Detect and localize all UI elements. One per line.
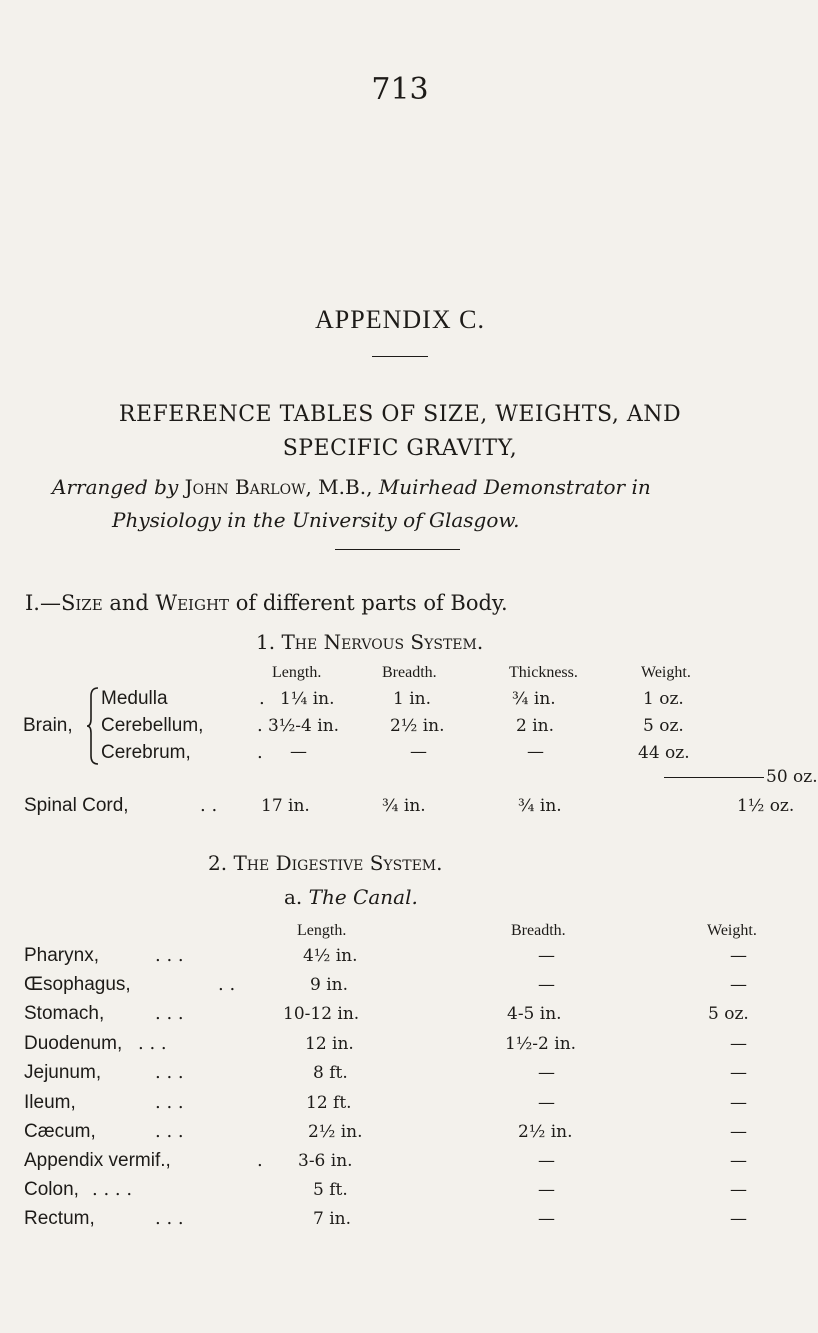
row-dots: . . . .	[92, 1179, 133, 1200]
row-dots: .	[257, 1150, 263, 1171]
row-name: Pharynx,	[24, 945, 99, 966]
row-length: 3½-4 in.	[268, 716, 340, 736]
row-weight: —	[730, 1034, 747, 1054]
row-name: Cerebrum,	[101, 742, 191, 763]
row-dots: .	[259, 688, 265, 709]
row-name: Œsophagus,	[24, 974, 131, 995]
nervous-heading-text: The Nervous System.	[281, 630, 484, 654]
row-name: Cæcum,	[24, 1121, 96, 1142]
row-breadth: —	[538, 1093, 555, 1113]
row-length: 3-6 in.	[298, 1151, 353, 1171]
arranged-by: Arranged by	[52, 475, 179, 499]
row-weight: —	[730, 1093, 747, 1113]
digestive-heading-number: 2.	[208, 851, 228, 875]
row-weight: 1 oz.	[643, 689, 684, 709]
row-weight: —	[730, 1063, 747, 1083]
row-name: Rectum,	[24, 1208, 95, 1229]
digestive-col-breadth: Breadth.	[511, 922, 566, 939]
row-thickness: —	[527, 742, 544, 762]
row-dots: . . .	[155, 1092, 184, 1113]
digestive-heading-text: The Digestive System.	[233, 851, 443, 875]
row-length: 10-12 in.	[283, 1004, 360, 1024]
row-name: Ileum,	[24, 1092, 76, 1113]
appendix-title: APPENDIX C.	[315, 305, 485, 334]
nervous-col-weight: Weight.	[641, 664, 691, 681]
canal-letter: a.	[284, 885, 303, 909]
title-divider	[372, 356, 428, 357]
canal-text: The Canal.	[308, 885, 418, 909]
row-dots: .	[257, 742, 263, 763]
row-dots: . . .	[155, 1121, 184, 1142]
row-weight: —	[730, 946, 747, 966]
digestive-system-heading	[208, 851, 442, 875]
row-length: 5 ft.	[313, 1180, 348, 1200]
row-thickness: ¾ in.	[512, 689, 556, 709]
row-dots: . . .	[155, 1062, 184, 1083]
credit-line-1	[52, 475, 651, 499]
row-thickness: 2 in.	[516, 716, 555, 736]
row-length: 12 ft.	[306, 1093, 352, 1113]
row-breadth: 1½-2 in.	[505, 1034, 577, 1054]
row-weight: —	[730, 975, 747, 995]
section-title-rest: of different parts of Body.	[229, 591, 508, 615]
canal-subheading	[284, 885, 418, 909]
row-length: 7 in.	[313, 1209, 352, 1229]
row-breadth: 4-5 in.	[507, 1004, 562, 1024]
row-length: —	[290, 742, 307, 762]
row-name: Stomach,	[24, 1003, 105, 1024]
row-dots: . .	[218, 974, 236, 995]
row-weight: 44 oz.	[638, 743, 690, 763]
digestive-col-weight: Weight.	[707, 922, 757, 939]
row-breadth: —	[538, 1180, 555, 1200]
row-name: Duodenum,	[24, 1033, 123, 1054]
row-name: Appendix vermif.,	[24, 1150, 171, 1171]
nervous-col-length: Length.	[272, 664, 322, 681]
row-weight: —	[730, 1209, 747, 1229]
row-dots: . .	[200, 795, 218, 816]
section-title-and: and	[102, 591, 156, 615]
row-weight: 5 oz.	[708, 1004, 749, 1024]
main-title-line-1: REFERENCE TABLES OF SIZE, WEIGHTS, AND	[118, 402, 682, 427]
row-length: 2½ in.	[308, 1122, 363, 1142]
row-name: Medulla	[101, 688, 168, 709]
section-divider	[335, 549, 460, 550]
row-length: 8 ft.	[313, 1063, 348, 1083]
row-length: 1¼ in.	[280, 689, 335, 709]
row-dots: . . .	[155, 1208, 184, 1229]
section-title-size: Size	[60, 591, 103, 615]
row-length: 12 in.	[305, 1034, 354, 1054]
section-heading	[25, 591, 508, 615]
row-breadth: 2½ in.	[390, 716, 445, 736]
row-breadth: —	[538, 975, 555, 995]
author-name: John Barlow, M.B.,	[184, 475, 373, 499]
row-name: Cerebellum,	[101, 715, 204, 736]
row-breadth: ¾ in.	[382, 796, 426, 816]
row-thickness: ¾ in.	[518, 796, 562, 816]
row-weight: —	[730, 1180, 747, 1200]
row-name: Jejunum,	[24, 1062, 102, 1083]
row-length: 4½ in.	[303, 946, 358, 966]
nervous-system-heading	[256, 630, 483, 654]
page-number: 713	[371, 72, 429, 107]
brain-total-weight: 50 oz.	[766, 767, 818, 787]
row-breadth: —	[538, 1151, 555, 1171]
main-title-line-2: SPECIFIC GRAVITY,	[282, 436, 518, 461]
section-title-weight: Weight	[155, 591, 230, 615]
nervous-heading-number: 1.	[256, 630, 276, 654]
author-role: Muirhead Demonstrator in	[378, 475, 651, 499]
credit-line-2: Physiology in the University of Glasgow.	[112, 508, 520, 532]
row-dots: . . .	[138, 1033, 167, 1054]
row-dots: . . .	[155, 945, 184, 966]
row-breadth: —	[410, 742, 427, 762]
row-breadth: 2½ in.	[518, 1122, 573, 1142]
row-length: 17 in.	[261, 796, 310, 816]
row-breadth: —	[538, 1063, 555, 1083]
row-weight: —	[730, 1122, 747, 1142]
row-weight: 1½ oz.	[737, 796, 795, 816]
row-length: 9 in.	[310, 975, 349, 995]
row-name: Spinal Cord,	[24, 795, 129, 816]
digestive-col-length: Length.	[297, 922, 347, 939]
nervous-col-thickness: Thickness.	[509, 664, 578, 681]
nervous-col-breadth: Breadth.	[382, 664, 437, 681]
row-breadth: —	[538, 946, 555, 966]
brain-sum-rule	[664, 777, 764, 778]
row-weight: 5 oz.	[643, 716, 684, 736]
row-dots: . . .	[155, 1003, 184, 1024]
row-dots: .	[257, 715, 263, 736]
brain-group-label: Brain,	[23, 715, 73, 736]
row-weight: —	[730, 1151, 747, 1171]
section-number: I.—	[25, 591, 61, 615]
row-breadth: —	[538, 1209, 555, 1229]
brain-brace-icon	[86, 686, 100, 766]
row-breadth: 1 in.	[393, 689, 432, 709]
row-name: Colon,	[24, 1179, 79, 1200]
